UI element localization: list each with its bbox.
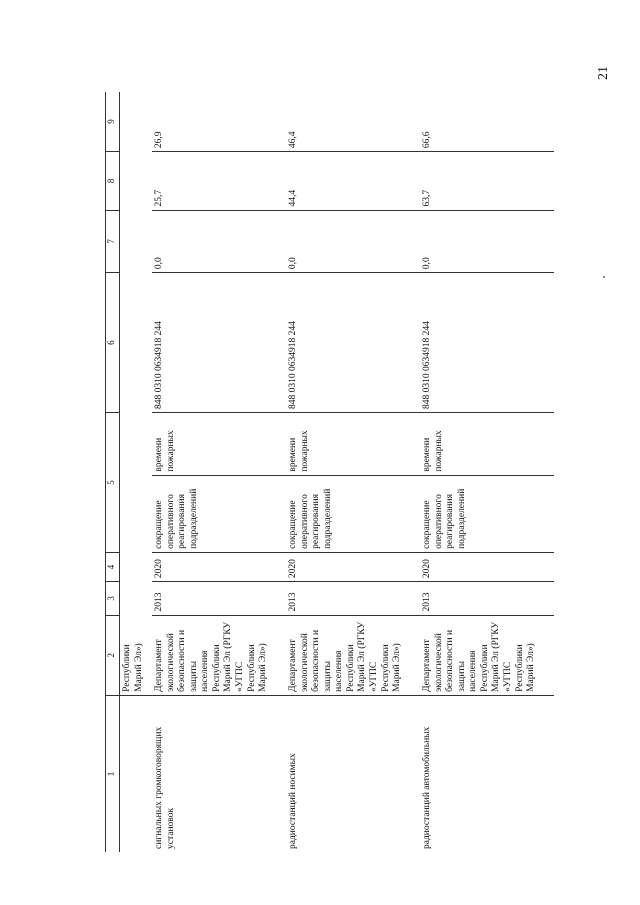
- expected-result: сокращение оперативного реагирования подразделений: [152, 475, 286, 552]
- item-name: сигнальных громкоговорящих установок: [154, 726, 176, 849]
- value-col9: 26,9: [152, 92, 286, 152]
- table-row: [152, 92, 286, 852]
- table-row: [420, 92, 554, 852]
- start-year: 2013: [152, 582, 286, 615]
- budget-code: 848 0310 0634918 244: [420, 273, 554, 413]
- column-header: 4: [106, 552, 120, 581]
- page-number: 21: [596, 66, 611, 80]
- budget-code: 848 0310 0634918 244: [152, 273, 286, 413]
- budget-code: 848 0310 0634918 244: [286, 273, 420, 413]
- expected-result-cont: времени пожарных: [152, 413, 286, 476]
- column-header: 3: [106, 582, 120, 615]
- end-year: 2020: [286, 552, 420, 581]
- column-header: 1: [106, 695, 120, 852]
- table-row: [286, 92, 420, 852]
- table-cell: [120, 695, 153, 852]
- table-frame: [105, 92, 605, 852]
- end-year: 2020: [420, 552, 554, 581]
- value-2013: 0,0: [420, 210, 554, 273]
- value-2013: 0,0: [152, 210, 286, 273]
- value-2013: 0,0: [286, 210, 420, 273]
- value-col8: 25,7: [152, 152, 286, 210]
- program-table: [105, 92, 554, 852]
- column-header: 8: [106, 152, 120, 210]
- value-col9: 46,4: [286, 92, 420, 152]
- column-header: 5: [106, 413, 120, 553]
- expected-result-cont: времени пожарных: [286, 413, 420, 476]
- column-header: 6: [106, 273, 120, 413]
- expected-result: сокращение оперативного реагирования подразделений: [286, 475, 420, 552]
- end-year: 2020: [152, 552, 286, 581]
- column-header: 7: [106, 210, 120, 273]
- item-name: радиостанций носимых: [288, 753, 298, 849]
- table-cell: Республики Марий Эл»): [120, 615, 153, 695]
- value-col8: 44,4: [286, 152, 420, 210]
- column-header: 2: [106, 615, 120, 695]
- item-name: радиостанций автомобильных: [422, 726, 432, 849]
- executor: Департамент экологической безопасности и защиты населения Республики Марий Эл (РГКУ «УГПС Республики Марий Эл»): [420, 615, 554, 695]
- executor: Департамент экологической безопасности и защиты населения Республики Марий Эл (РГКУ «УГПС Республики Марий Эл»): [152, 615, 286, 695]
- expected-result-cont: времени пожарных: [420, 413, 554, 476]
- value-col9: 66,6: [420, 92, 554, 152]
- column-number-row: [106, 92, 120, 852]
- value-col8: 63,7: [420, 152, 554, 210]
- executor: Департамент экологической безопасности и защиты населения Республики Марий Эл (РГКУ «УГПС Республики Марий Эл»): [286, 615, 420, 695]
- column-header: 9: [106, 92, 120, 152]
- start-year: 2013: [286, 582, 420, 615]
- expected-result: сокращение оперативного реагирования подразделений: [420, 475, 554, 552]
- continuation-row: [120, 92, 153, 852]
- table-cell: [120, 92, 153, 615]
- start-year: 2013: [420, 582, 554, 615]
